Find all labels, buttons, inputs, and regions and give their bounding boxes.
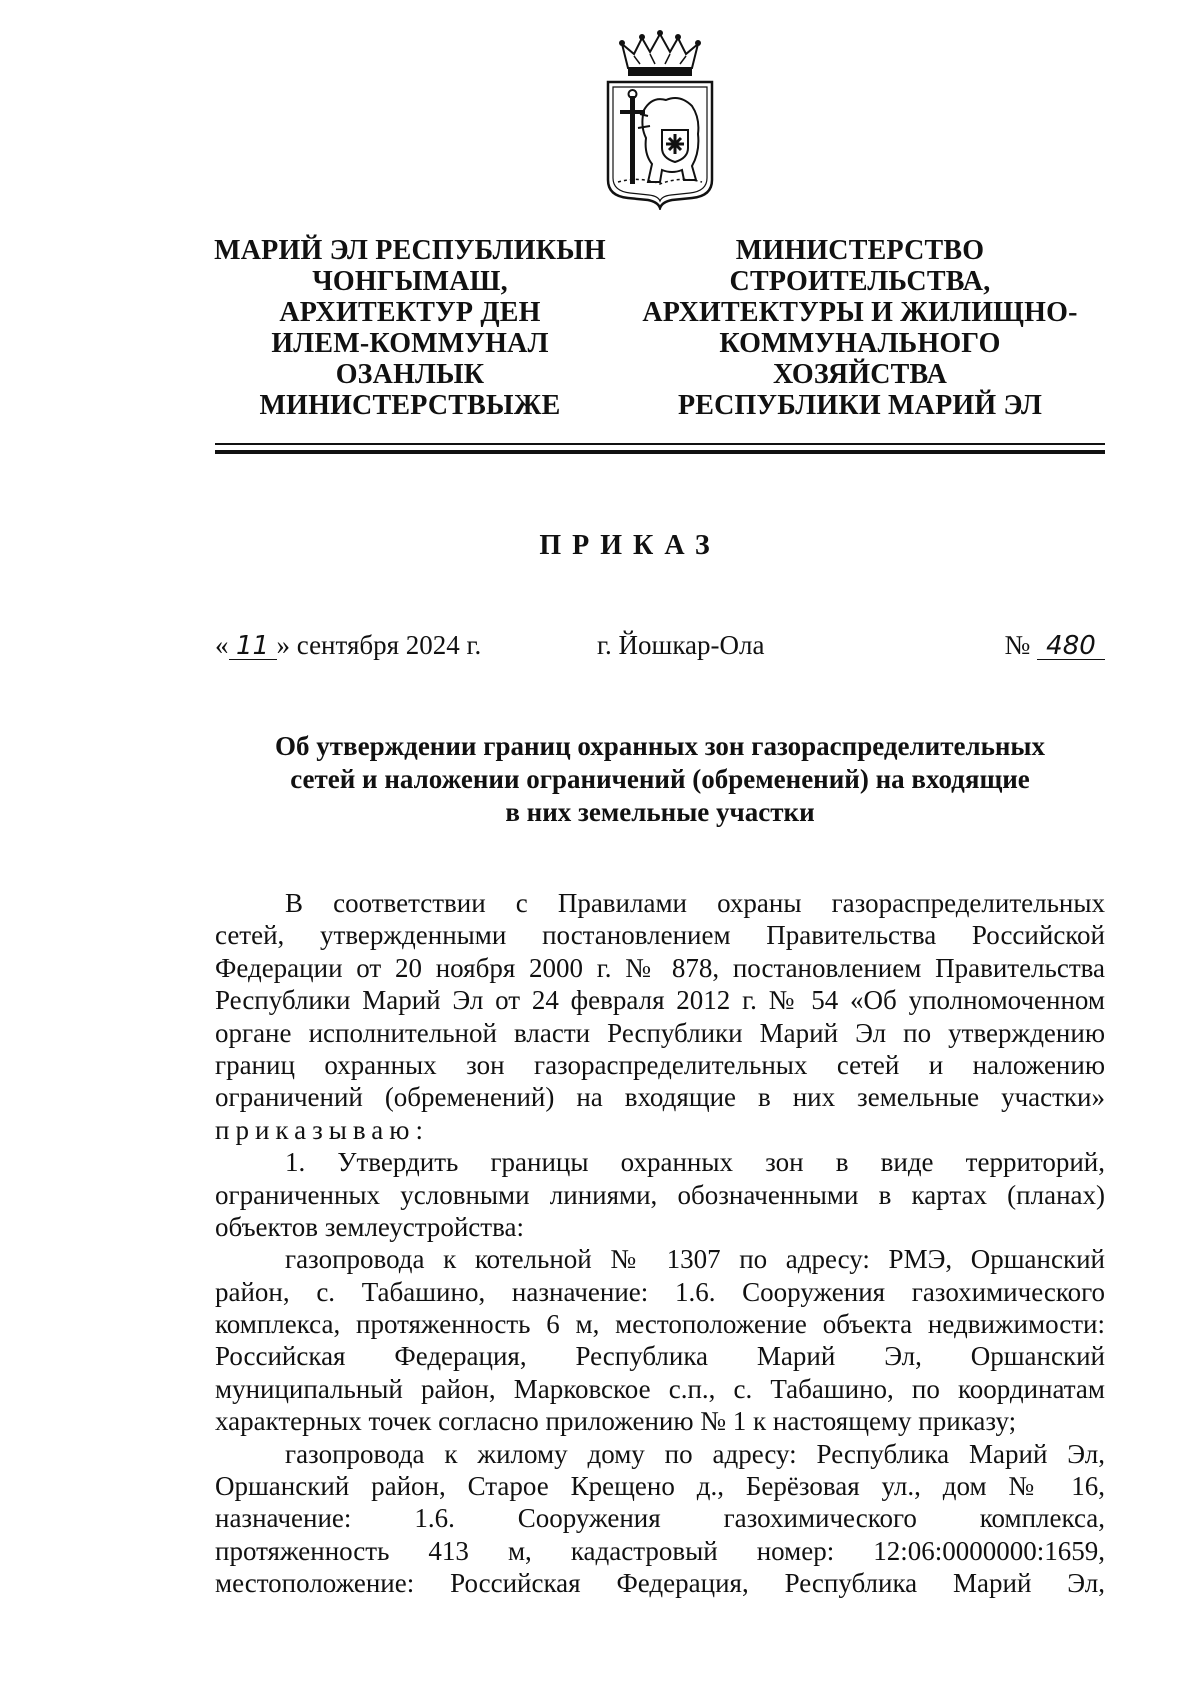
body-line: В соответствии с Правилами охраны газораспределительных: [285, 888, 1105, 918]
date-month-year: » сентября 2024 г.: [276, 630, 482, 660]
body-line-order-word: приказываю:: [215, 1114, 429, 1145]
header-left-line: ИЛЕМ-КОММУНАЛ: [271, 328, 549, 359]
header-right-line: СТРОИТЕЛЬСТВА,: [729, 266, 991, 297]
header-right-line: КОММУНАЛЬНОГО: [719, 328, 1001, 359]
body-line: Российская Федерация, Республика Марий Эл, Оршанский: [215, 1341, 1105, 1372]
body-line: протяженность 413 м, кадастровый номер: 12:06:0000000:1659,: [215, 1535, 1105, 1566]
header-right-line: МИНИСТЕРСТВО: [735, 235, 985, 266]
header-left-line: ЧОНГЫМАШ,: [312, 266, 508, 297]
body-line: муниципальный район, Марковское с.п., с. Табашино, по координатам: [215, 1373, 1105, 1404]
header-russian-ministry-name: [640, 235, 1080, 421]
document-body: [215, 887, 1105, 1600]
document-number: [1004, 630, 1105, 661]
body-line: местоположение: Российская Федерация, Республика Марий Эл,: [215, 1568, 1105, 1599]
document-date: [215, 630, 481, 661]
body-line: Оршанский район, Старое Крещено д., Берёзовая ул., дом № 16,: [215, 1471, 1105, 1502]
body-line: газопровода к жилому дому по адресу: Республика Марий Эл,: [285, 1438, 1105, 1469]
header-right-line: РЕСПУБЛИКИ МАРИЙ ЭЛ: [677, 390, 1043, 421]
header-left-line: МАРИЙ ЭЛ РЕСПУБЛИКЫН: [214, 235, 606, 266]
header-left-line: ОЗАНЛЫК: [335, 359, 485, 390]
body-line: 1. Утвердить границы охранных зон в виде территорий,: [285, 1147, 1105, 1178]
document-title: ПРИКАЗ: [539, 530, 721, 561]
body-line: сетей, утвержденными постановлением Правительства Российской: [215, 920, 1105, 951]
date-open-quote: «: [215, 630, 229, 660]
body-line: назначение: 1.6. Сооружения газохимического комплекса,: [215, 1503, 1105, 1534]
body-line: район, с. Табашино, назначение: 1.6. Сооружения газохимического: [215, 1276, 1105, 1307]
header-left-line: МИНИСТЕРСТВЫЖЕ: [259, 390, 561, 421]
body-line: газопровода к котельной № 1307 по адресу: РМЭ, Оршанский: [285, 1244, 1105, 1275]
header-right-line: АРХИТЕКТУРЫ И ЖИЛИЩНО-: [642, 297, 1078, 328]
header-divider-thick: [215, 450, 1105, 454]
document-meta-row: [215, 630, 1105, 670]
subject-line: в них земельные участки: [505, 797, 815, 827]
header-divider-thin: [215, 443, 1105, 445]
document-subject: [200, 730, 1120, 829]
body-line: органе исполнительной власти Республики Марий Эл по утверждению: [215, 1017, 1105, 1048]
body-line: комплекса, протяженность 6 м, местоположение объекта недвижимости:: [215, 1309, 1105, 1340]
body-line: границ охранных зон газораспределительных сетей и наложению: [215, 1049, 1105, 1080]
number-label: №: [1004, 630, 1031, 660]
number-handwritten: 480: [1037, 633, 1105, 660]
subject-line: Об утверждении границ охранных зон газораспределительных: [274, 731, 1046, 761]
header-mari-ministry-name: [200, 235, 620, 421]
body-line: Федерации от 20 ноября 2000 г. № 878, постановлением Правительства: [215, 952, 1105, 983]
body-line: ограниченных условными линиями, обозначенными в картах (планах): [215, 1179, 1105, 1210]
document-city: г. Йошкар-Ола: [597, 630, 765, 660]
subject-line: сетей и наложении ограничений (обременений) на входящие: [290, 764, 1030, 794]
body-line: Республики Марий Эл от 24 февраля 2012 г. № 54 «Об уполномоченном: [215, 985, 1105, 1016]
date-day-handwritten: 11: [229, 633, 277, 660]
body-line: характерных точек согласно приложению № 1 к настоящему приказу;: [215, 1406, 1017, 1437]
header-right-line: ХОЗЯЙСТВА: [772, 359, 948, 390]
header-left-line: АРХИТЕКТУР ДЕН: [279, 297, 541, 328]
body-line: объектов землеустройства:: [215, 1211, 524, 1242]
body-line: ограничений (обременений) на входящие в них земельные участки»: [215, 1082, 1105, 1113]
coat-of-arms-icon: [600, 30, 720, 210]
